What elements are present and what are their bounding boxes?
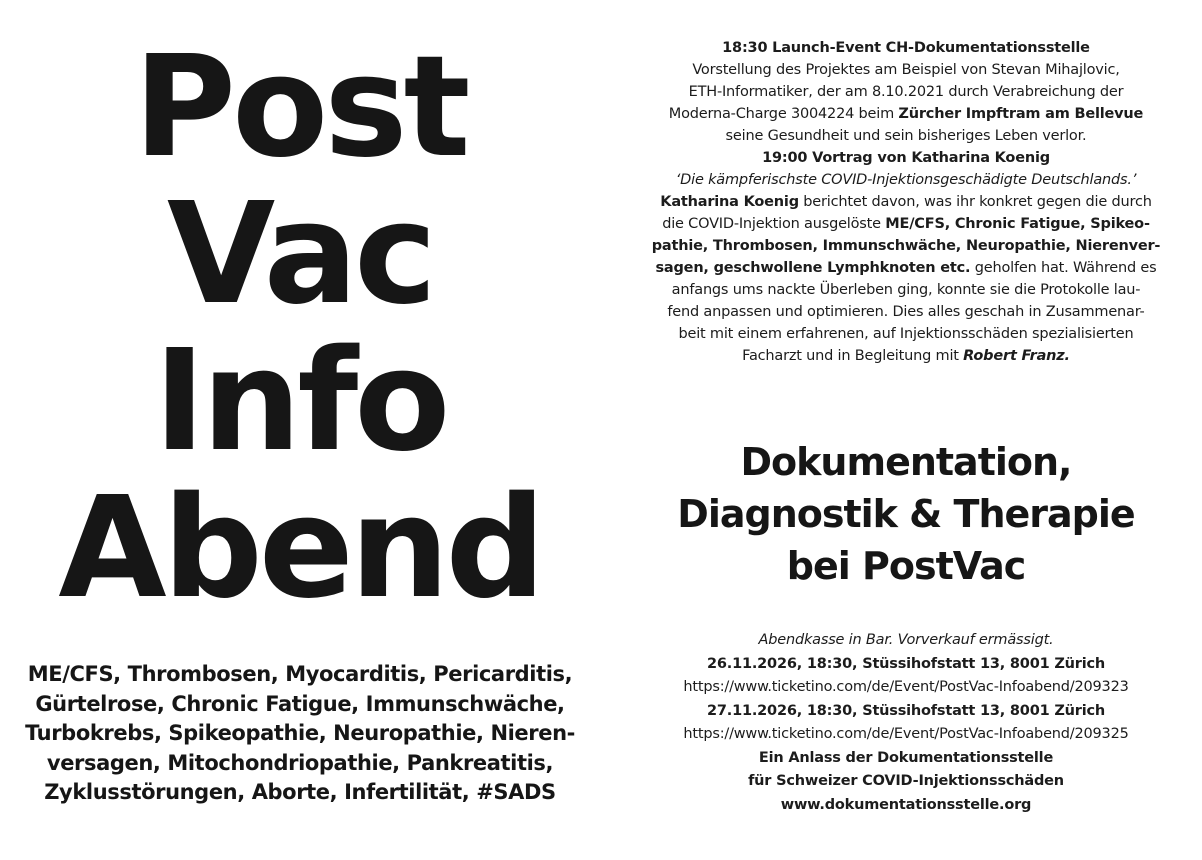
conditions-line: ME/CFS, Thrombosen, Myocarditis, Pericarditis, — [27, 662, 573, 686]
event-date-1: 26.11.2026, 18:30, Stüssihofstatt 13, 8001 Zürich — [707, 655, 1105, 672]
headline — [620, 436, 1192, 592]
conditions-line: Turbokrebs, Spikeopathie, Neuropathie, Nieren- — [25, 721, 575, 745]
event1-text-line: seine Gesundheit und sein bisheriges Leben verlor. — [725, 128, 1087, 144]
headline-line: bei PostVac — [786, 544, 1026, 588]
speaker-name: Katharina Koenig — [660, 194, 799, 210]
ticket-info — [620, 629, 1192, 817]
event2-text-line — [620, 191, 1192, 213]
title-line-vac: Vac — [166, 173, 434, 336]
event1-text-line — [620, 103, 1192, 125]
conditions-line: Gürtelrose, Chronic Fatigue, Immunschwäche, — [35, 691, 565, 716]
ticket-link-2[interactable]: https://www.ticketino.com/de/Event/PostVac-Infoabend/209325 — [683, 726, 1129, 742]
title-line-abend: Abend — [58, 467, 542, 630]
event1-text: Moderna-Charge 3004224 beim — [668, 106, 899, 122]
event2-text: berichtet davon, was ihr konkret gegen die durch — [798, 194, 1152, 210]
event2-text-line — [620, 257, 1192, 279]
event2-quote: ‘Die kämpferischste COVID-Injektionsgeschädigte Deutschlands.’ — [675, 172, 1137, 188]
event1-text-line: Vorstellung des Projektes am Beispiel von Stevan Mihajlovic, — [692, 62, 1120, 78]
title-line-post: Post — [133, 26, 467, 189]
event2-text-line: pathie, Thrombosen, Immunschwäche, Neuropathie, Nierenver- — [651, 238, 1161, 254]
companion-name: Robert Franz. — [963, 348, 1070, 364]
event2-text-line — [620, 345, 1192, 367]
event1-heading: 18:30 Launch-Event CH-Dokumentationsstelle — [722, 40, 1090, 56]
headline-line: Dokumentation, — [740, 440, 1072, 484]
event2-text-line — [620, 213, 1192, 235]
conditions-line: versagen, Mitochondriopathie, Pankreatitis, — [46, 750, 554, 775]
event2-text-line: fend anpassen und optimieren. Dies alles geschah in Zusammenar- — [667, 304, 1145, 320]
website-link[interactable]: www.dokumentationsstelle.org — [780, 796, 1032, 813]
organizer-line: für Schweizer COVID-Injektionsschäden — [748, 773, 1064, 789]
event2-text-line: anfangs ums nackte Überleben ging, konnte sie die Protokolle lau- — [671, 282, 1141, 298]
organizer-line: Ein Anlass der Dokumentationsstelle — [758, 749, 1054, 766]
headline-line: Diagnostik & Therapie — [677, 492, 1135, 536]
event2-symptoms: ME/CFS, Chronic Fatigue, Spikeo- — [885, 216, 1150, 232]
ticket-note: Abendkasse in Bar. Vorverkauf ermässigt. — [758, 632, 1054, 648]
impftram-location: Zürcher Impftram am Bellevue — [898, 106, 1144, 122]
right-column — [620, 0, 1192, 860]
conditions-line: Zyklusstörungen, Aborte, Infertilität, #SADS — [44, 780, 556, 804]
program-section — [620, 37, 1192, 367]
event2-text-line: beit mit einem erfahrenen, auf Injektionsschäden spezialisierten — [678, 326, 1134, 342]
event2-text: die COVID-Injektion ausgelöste — [662, 216, 886, 232]
ticket-link-1[interactable]: https://www.ticketino.com/de/Event/PostVac-Infoabend/209323 — [683, 679, 1129, 695]
event2-text: geholfen hat. Während es — [970, 260, 1157, 276]
event2-symptoms: sagen, geschwollene Lymphknoten etc. — [655, 260, 971, 276]
conditions-list — [0, 660, 600, 808]
event2-text: Facharzt und in Begleitung mit — [742, 348, 964, 364]
title-line-info: Info — [153, 320, 447, 483]
event1-text-line: ETH-Informatiker, der am 8.10.2021 durch Verabreichung der — [688, 84, 1124, 100]
event-date-2: 27.11.2026, 18:30, Stüssihofstatt 13, 8001 Zürich — [707, 702, 1105, 719]
event2-heading: 19:00 Vortrag von Katharina Koenig — [762, 150, 1050, 166]
left-column — [0, 0, 600, 860]
